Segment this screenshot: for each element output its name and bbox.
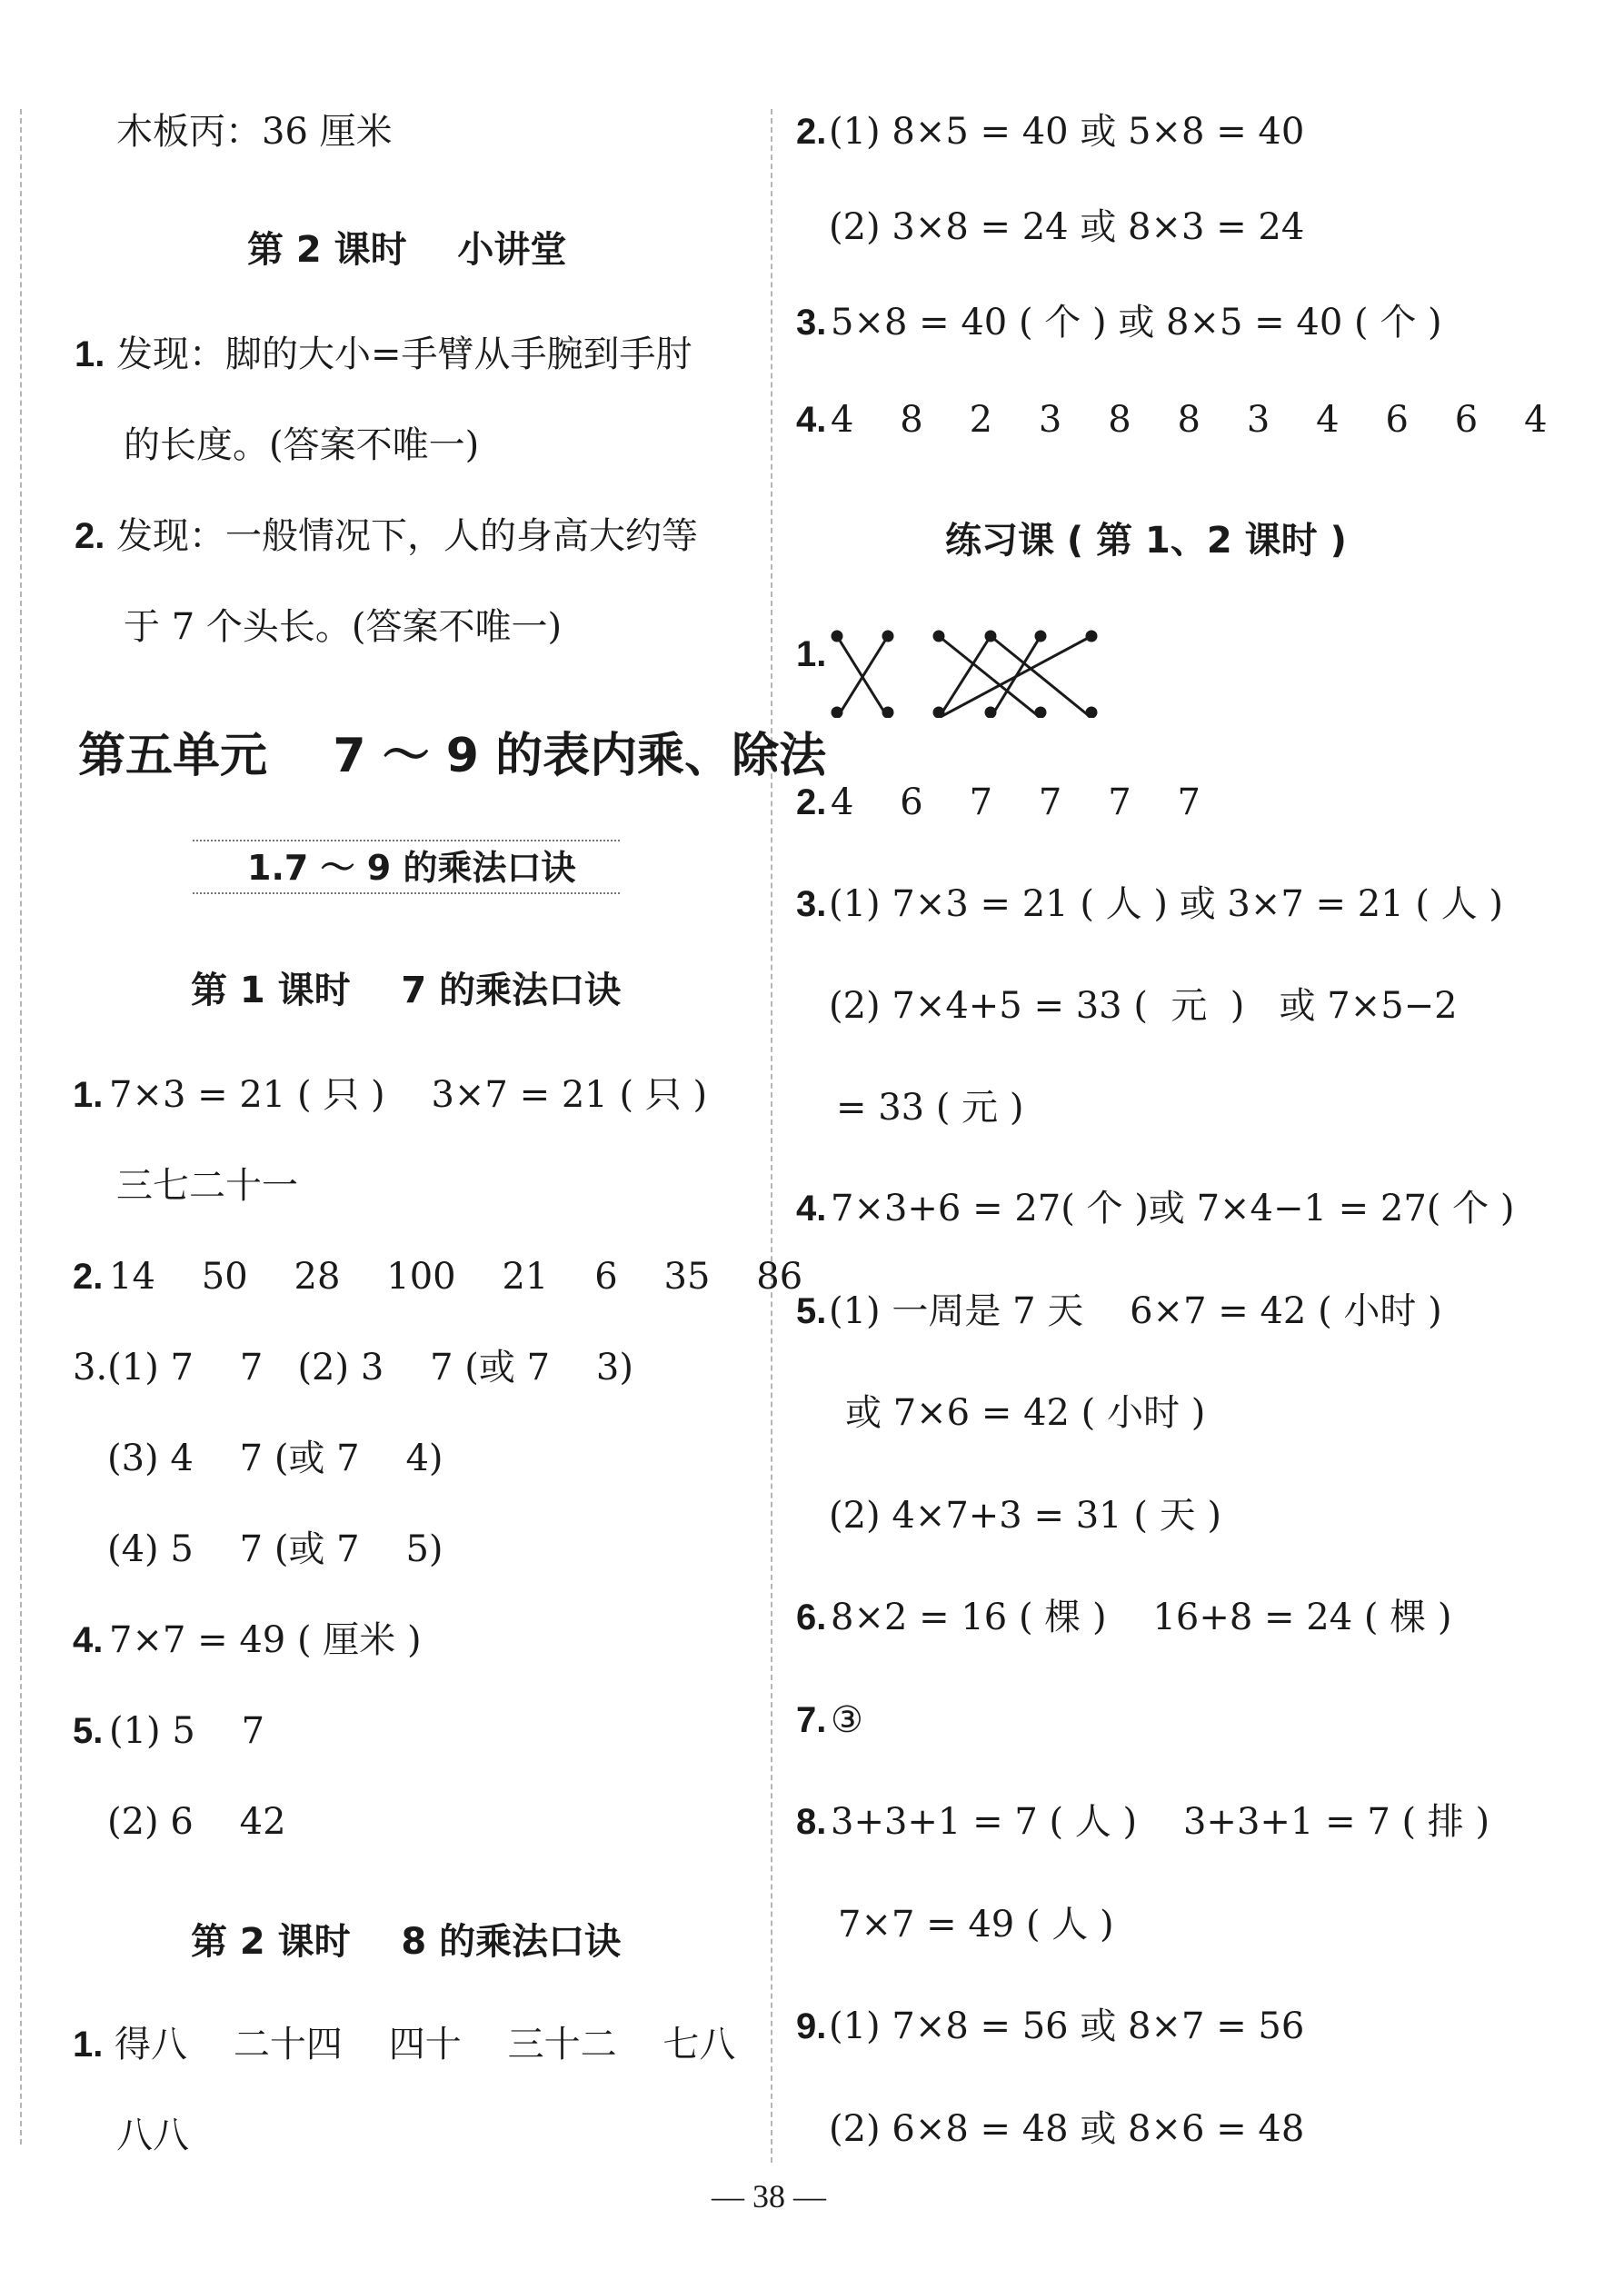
q1-number: 1. <box>75 334 105 374</box>
a3-line3: (4) 5 7 (或 7 5) <box>107 1528 443 1570</box>
r2-text: (1) 8×5 = 40 或 5×8 = 40 <box>829 111 1305 153</box>
p3-line2: (2) 7×4+5 = 33 ( 元 ) 或 7×5−2 <box>829 985 1458 1027</box>
lesson-1-heading: 第 1 课时 7 的乘法口诀 <box>191 970 622 1011</box>
b1-continuation: 八八 <box>116 2115 189 2156</box>
q2-text: 发现：一般情况下，人的身高大约等 <box>116 515 698 557</box>
r3-number: 3. <box>796 303 827 343</box>
p7-text: ③ <box>831 1699 863 1741</box>
r2-number: 2. <box>796 112 827 152</box>
section-title: 1.7 ～ 9 的乘法口诀 <box>247 848 576 888</box>
a5-text: (1) 5 7 <box>109 1710 265 1752</box>
column-divider <box>771 109 772 2163</box>
a1-number: 1. <box>73 1075 104 1115</box>
p5-text: (1) 一周是 7 天 6×7 = 42 ( 小时 ) <box>829 1290 1442 1332</box>
q1-text: 发现：脚的大小=手臂从手腕到手肘 <box>116 333 692 375</box>
b1-number: 1. <box>73 2025 104 2065</box>
a4-text: 7×7 = 49 ( 厘米 ) <box>109 1619 422 1661</box>
section-top-rule <box>193 840 620 841</box>
p5-line2: 或 7×6 = 42 ( 小时 ) <box>845 1392 1206 1434</box>
matching-lines-diagram <box>822 618 1122 718</box>
q2-number: 2. <box>75 516 105 556</box>
p8-line2: 7×7 = 49 ( 人 ) <box>838 1904 1114 1946</box>
p9-text: (1) 7×8 = 56 或 8×7 = 56 <box>829 2005 1305 2047</box>
section-bottom-rule <box>193 892 620 894</box>
p1-number: 1. <box>796 634 827 674</box>
lesson-2-heading: 第 2 课时 小讲堂 <box>247 229 567 271</box>
p9-number: 9. <box>796 2006 827 2046</box>
p3-line3: = 33 ( 元 ) <box>836 1087 1024 1129</box>
q2-continuation: 于 7 个头长。(答案不唯一) <box>124 606 563 648</box>
r2-line2: (2) 3×8 = 24 或 8×3 = 24 <box>829 206 1305 248</box>
p5-number: 5. <box>796 1291 827 1331</box>
practice-heading: 练习课 ( 第 1、2 课时 ) <box>945 520 1347 562</box>
b1-text: 得八 二十四 四十 三十二 七八 <box>115 2024 736 2065</box>
plank-c-length: 木板丙：36 厘米 <box>116 111 393 153</box>
p4-text: 7×3+6 = 27( 个 )或 7×4−1 = 27( 个 ) <box>831 1188 1515 1229</box>
a4-number: 4. <box>73 1620 104 1660</box>
r4-number: 4. <box>796 400 827 440</box>
p6-number: 6. <box>796 1597 827 1637</box>
p6-text: 8×2 = 16 ( 棵 ) 16+8 = 24 ( 棵 ) <box>831 1597 1452 1638</box>
a2-number: 2. <box>73 1257 104 1297</box>
lesson-2b-heading: 第 2 课时 8 的乘法口诀 <box>191 1921 622 1963</box>
p3-text: (1) 7×3 = 21 ( 人 ) 或 3×7 = 21 ( 人 ) <box>829 883 1504 925</box>
p2-number: 2. <box>796 782 827 822</box>
p9-line2: (2) 6×8 = 48 或 8×6 = 48 <box>829 2108 1305 2150</box>
a5-line2: (2) 6 42 <box>107 1801 286 1843</box>
a2-text: 14 50 28 100 21 6 35 86 <box>109 1256 803 1298</box>
left-margin-line <box>20 109 22 2145</box>
a3-line2: (3) 4 7 (或 7 4) <box>107 1438 443 1479</box>
p8-number: 8. <box>796 1802 827 1842</box>
a3-text: 3.(1) 7 7 (2) 3 7 (或 7 3) <box>73 1347 633 1388</box>
p8-text: 3+3+1 = 7 ( 人 ) 3+3+1 = 7 ( 排 ) <box>831 1801 1490 1843</box>
p3-number: 3. <box>796 884 827 924</box>
p5-line3: (2) 4×7+3 = 31 ( 天 ) <box>829 1495 1221 1537</box>
p7-number: 7. <box>796 1700 827 1740</box>
unit-title: 第五单元 7 ～ 9 的表内乘、除法 <box>78 729 827 783</box>
q1-continuation: 的长度。(答案不唯一) <box>124 424 480 466</box>
p4-number: 4. <box>796 1189 827 1229</box>
a5-number: 5. <box>73 1711 104 1751</box>
a1-text: 7×3 = 21 ( 只 ) 3×7 = 21 ( 只 ) <box>109 1074 708 1116</box>
r4-text: 4 8 2 3 8 8 3 4 6 6 4 <box>831 399 1548 441</box>
page-number: — 38 — <box>712 2178 826 2214</box>
r3-text: 5×8 = 40 ( 个 ) 或 8×5 = 40 ( 个 ) <box>831 302 1442 343</box>
p2-text: 4 6 7 7 7 7 <box>831 781 1201 823</box>
a1-continuation: 三七二十一 <box>116 1165 298 1207</box>
